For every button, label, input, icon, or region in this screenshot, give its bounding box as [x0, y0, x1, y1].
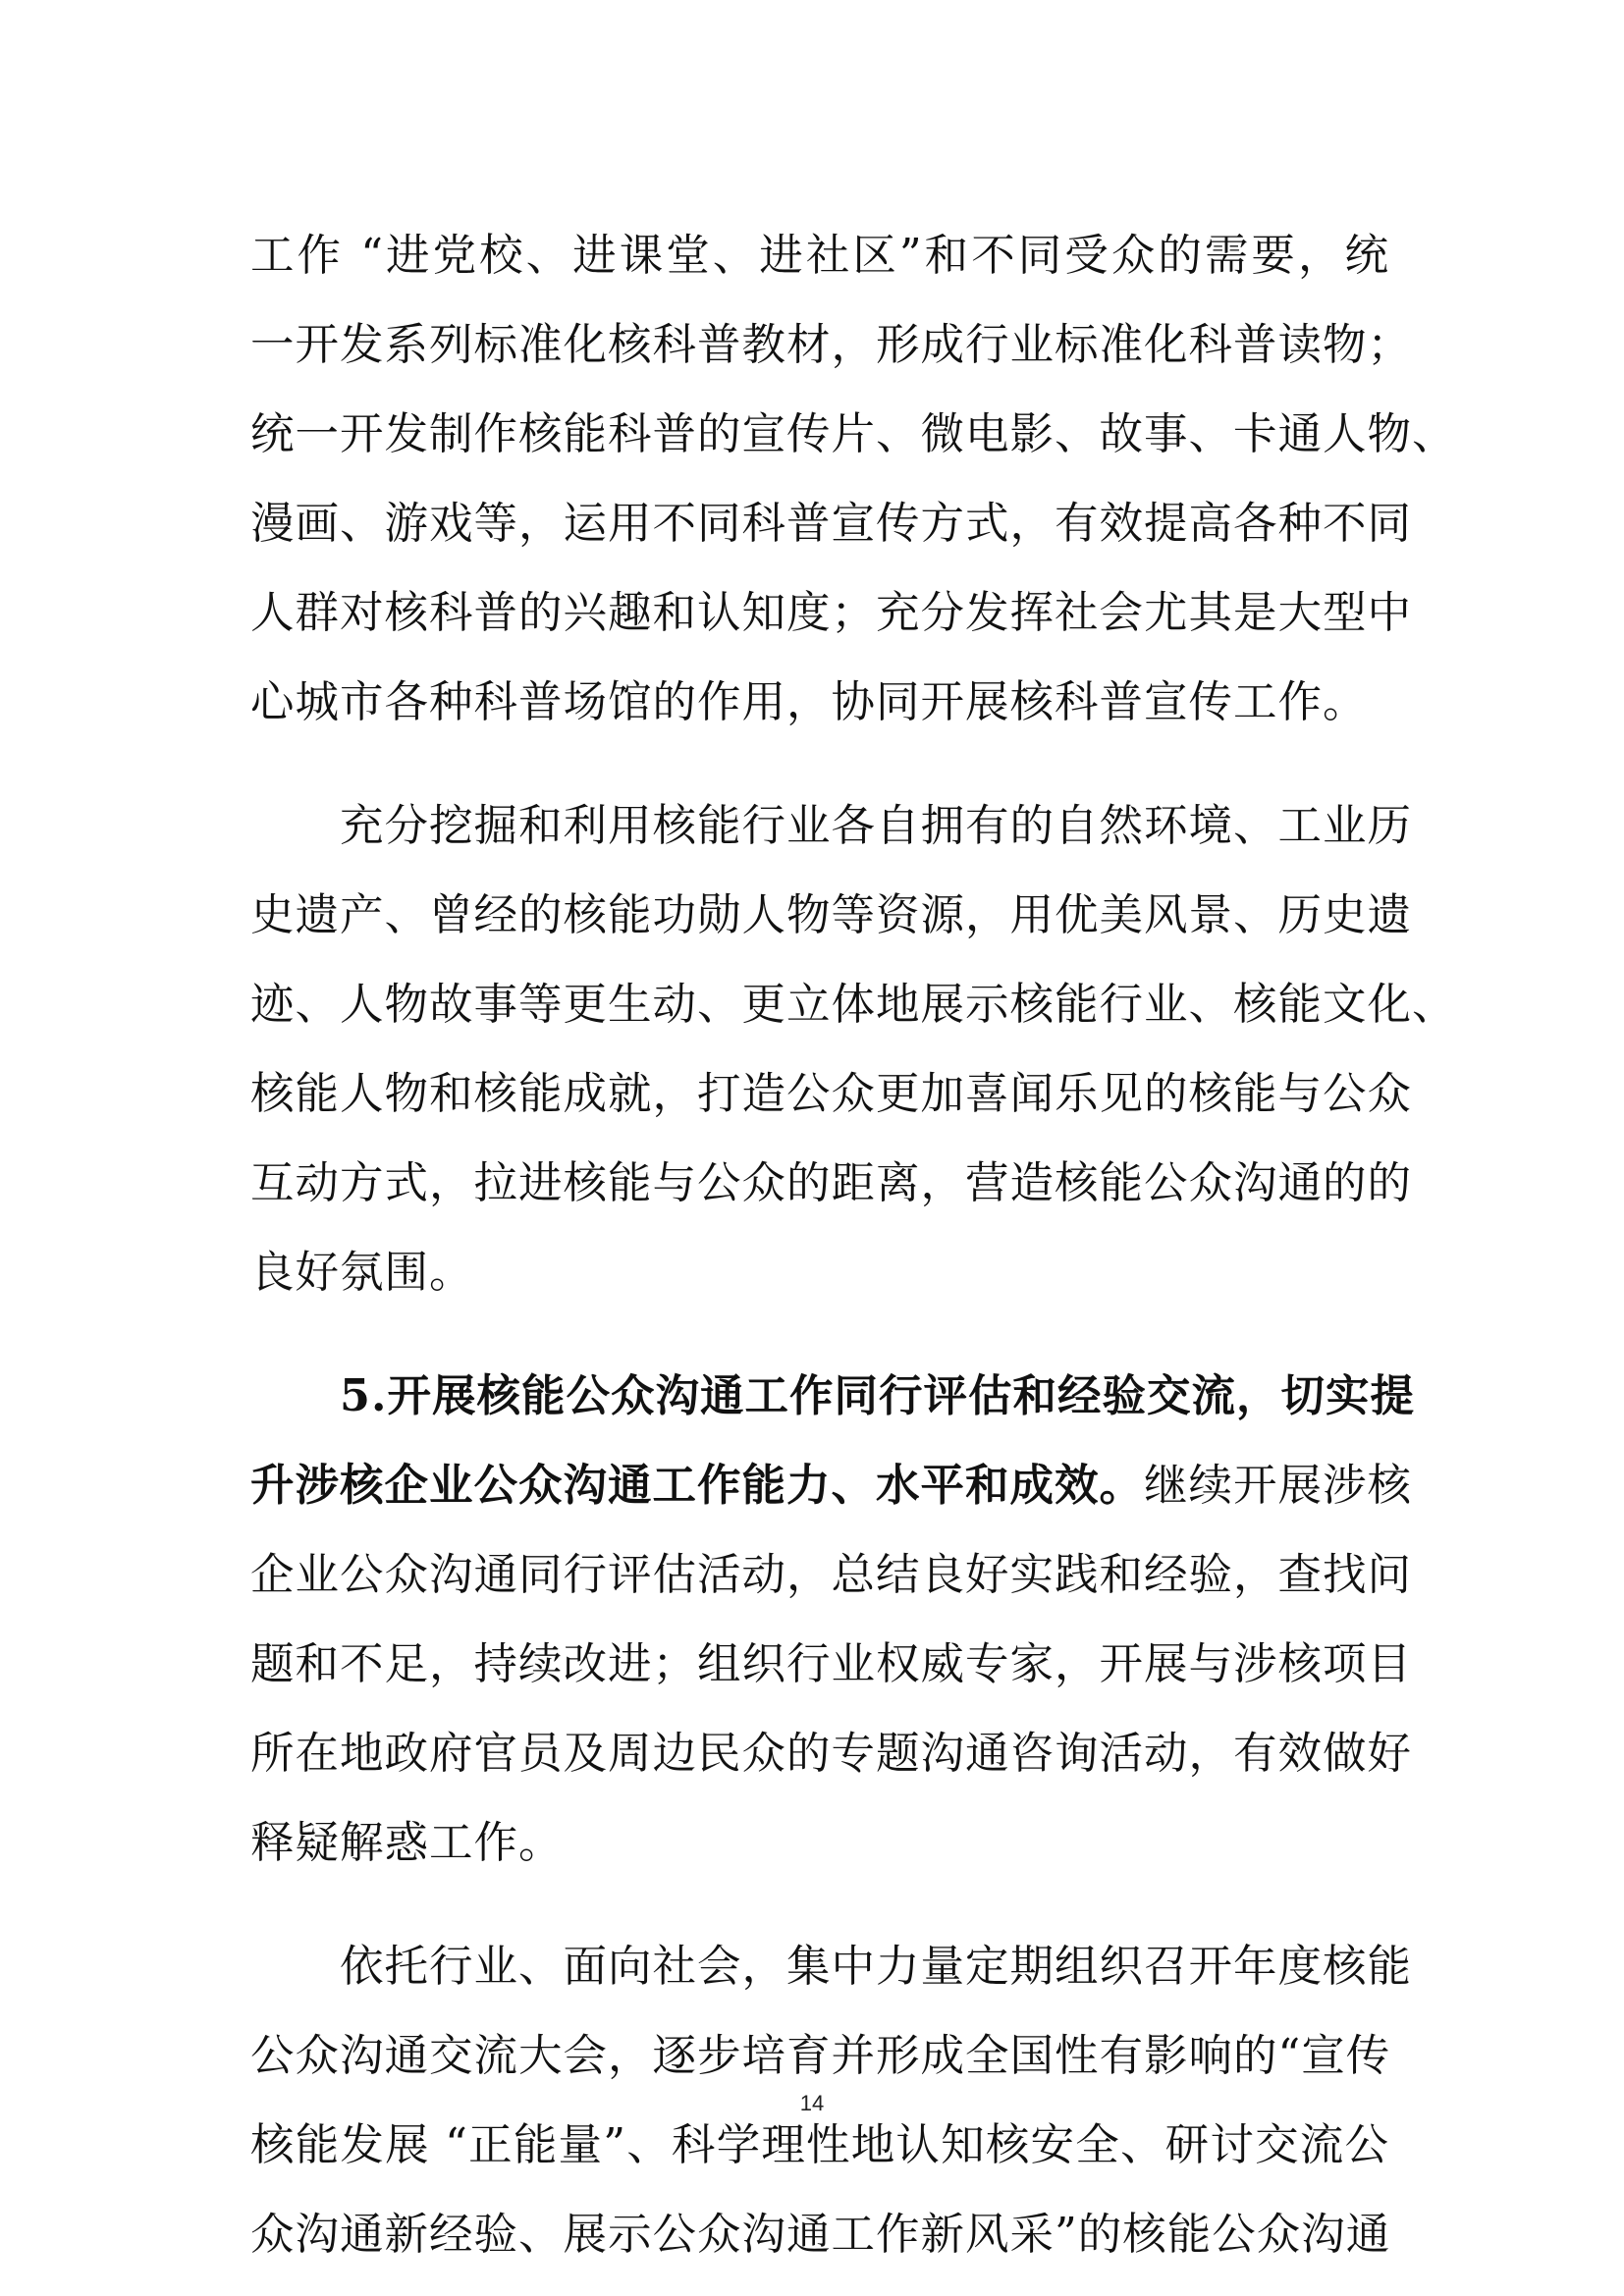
text-line: 史遗产、曾经的核能功勋人物等资源，用优美风景、历史遗	[250, 890, 1413, 940]
text-line: 核能人物和核能成就，打造公众更加喜闻乐见的核能与公众	[250, 1069, 1413, 1119]
paragraph-1	[250, 211, 1457, 747]
section-heading-continuation: 升涉核企业公众沟通工作能力、水平和成效。	[250, 1460, 1145, 1511]
text-line: 统一开发制作核能科普的宣传片、微电影、故事、卡通人物、	[250, 409, 1457, 459]
body-text	[250, 211, 1457, 2279]
text-line: 公众沟通交流大会，逐步培育并形成全国性有影响的“宣传	[250, 2031, 1391, 2081]
paragraph-gap	[250, 1888, 1389, 1922]
text-line: 依托行业、面向社会，集中力量定期组织召开年度核能	[250, 1942, 1413, 1992]
text-line: 良好氛围。	[250, 1248, 474, 1298]
text-line: 题和不足，持续改进；组织行业权威专家，开展与涉核项目	[250, 1639, 1413, 1689]
text-segment: 继续开展涉核	[1144, 1461, 1413, 1511]
text-line: 核能发展 “正能量”、科学理性地认知核安全、研讨交流公	[250, 2120, 1389, 2170]
paragraph-gap	[250, 747, 1389, 781]
text-line: 心城市各种科普场馆的作用，协同开展核科普宣传工作。	[250, 677, 1368, 727]
text-line: 众沟通新经验、展示公众沟通工作新风采”的核能公众沟通	[250, 2210, 1391, 2260]
text-line: 漫画、游戏等，运用不同科普宣传方式，有效提高各种不同	[250, 499, 1413, 549]
section-heading-line: 5.开展核能公众沟通工作同行评估和经验交流，切实提	[250, 1370, 1415, 1421]
text-line: 互动方式，拉进核能与公众的距离，营造核能公众沟通的的	[250, 1158, 1413, 1208]
text-line: 企业公众沟通同行评估活动，总结良好实践和经验，查找问	[250, 1550, 1413, 1600]
text-line: 充分挖掘和利用核能行业各自拥有的自然环境、工业历	[250, 801, 1413, 851]
text-line: 一开发系列标准化核科普教材，形成行业标准化科普读物；	[250, 320, 1413, 370]
paragraph-2	[250, 781, 1457, 1317]
page-number: 14	[799, 2091, 825, 2115]
text-line-mixed	[250, 1441, 1413, 1530]
text-line: 迹、人物故事等更生动、更立体地展示核能行业、核能文化、	[250, 980, 1457, 1030]
text-line: 释疑解惑工作。	[250, 1818, 564, 1868]
text-line: 所在地政府官员及周边民众的专题沟通咨询活动，有效做好	[250, 1729, 1413, 1779]
text-line: 工作 “进党校、进课堂、进社区”和不同受众的需要，统	[250, 231, 1389, 281]
paragraph-gap	[250, 1317, 1389, 1352]
paragraph-3	[250, 1352, 1415, 1888]
text-line: 人群对核科普的兴趣和认知度；充分发挥社会尤其是大型中	[250, 588, 1413, 638]
